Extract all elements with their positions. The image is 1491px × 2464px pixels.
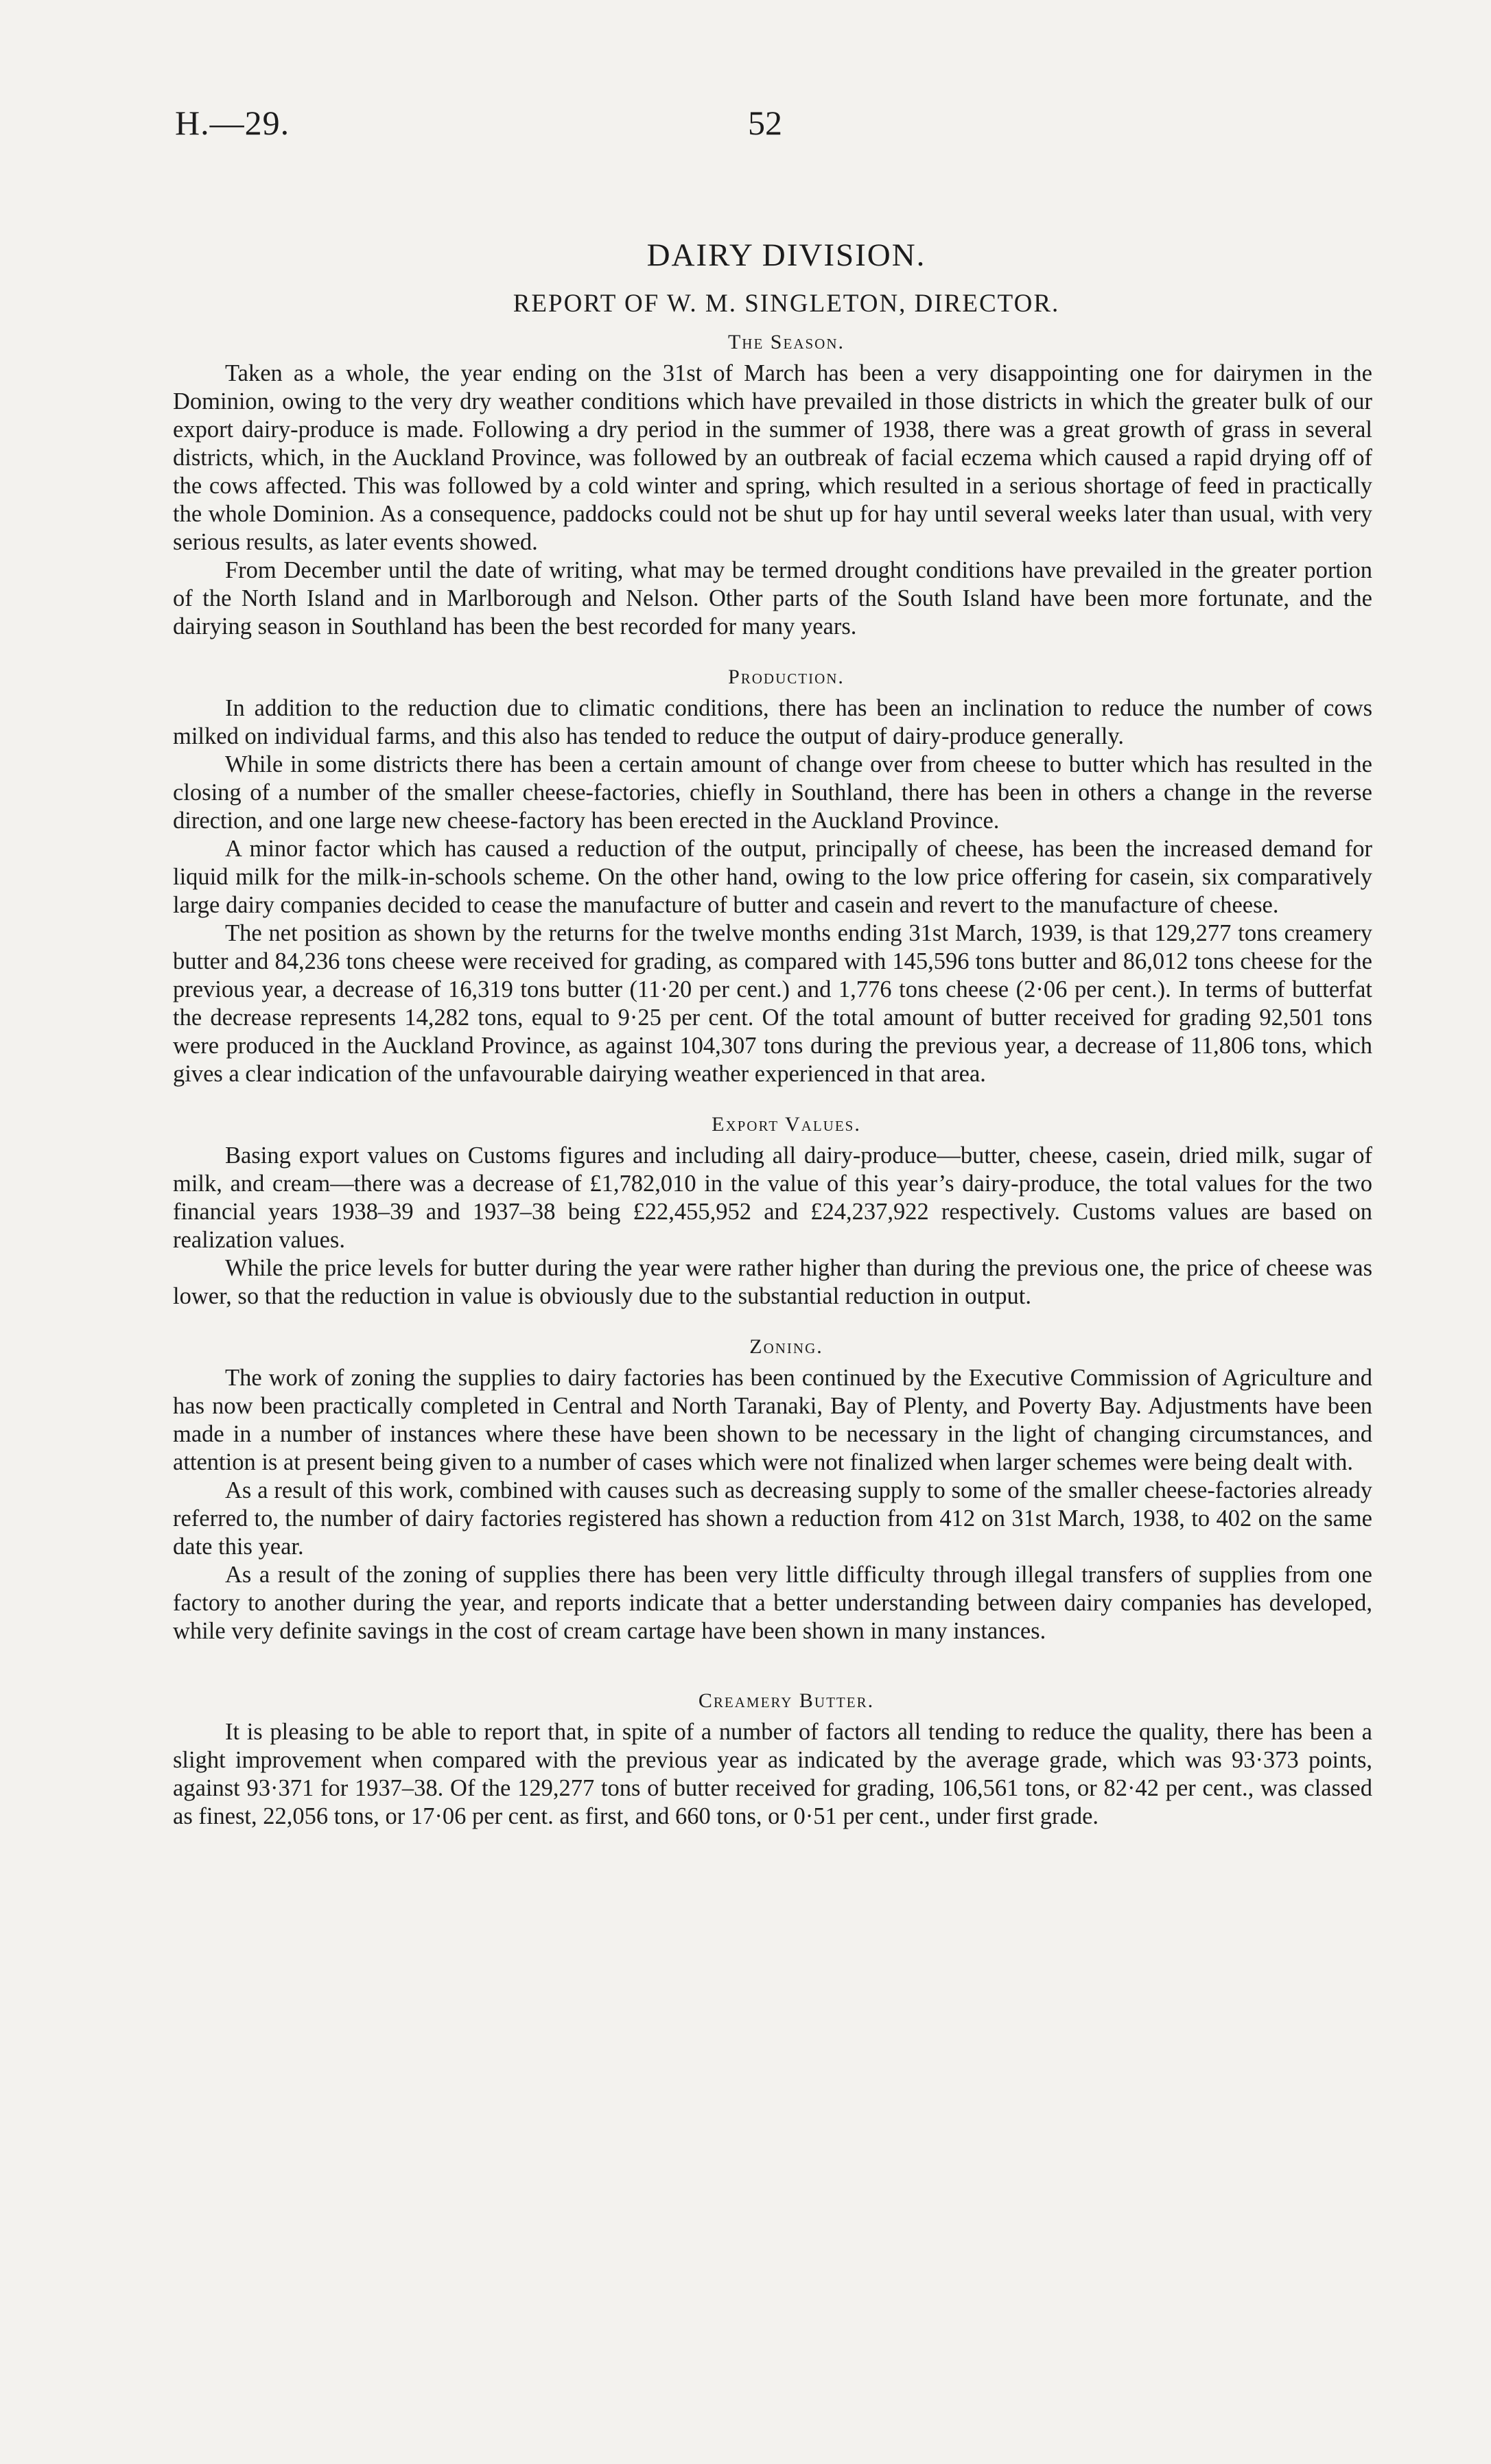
paragraph: As a result of the zoning of supplies there has been very little difficulty through illegal transfers of supplies from one factory to another during the year, and reports indicate that a better understanding between dairy companies has developed, while very definite savings in the cost of cream cartage have been shown in many instances. <box>173 1562 1372 1644</box>
section-heading: Export Values. <box>712 1113 861 1136</box>
section-heading: Creamery Butter. <box>698 1689 875 1712</box>
paragraph: A minor factor which has caused a reduction of the output, principally of cheese, has been the increased demand for liquid milk for the milk-in-schools scheme. On the other hand, owing to the low price offering for casein, six comparatively large dairy companies decided to cease the manufacture of butter and casein and revert to the manufacture of cheese. <box>173 836 1372 918</box>
paragraph: While the price levels for butter during the year were rather higher than during the previous one, the price of cheese was lower, so that the reduction in value is obviously due to the substantial reduction in output. <box>173 1255 1372 1309</box>
paragraph: It is pleasing to be able to report that, in spite of a number of factors all tending to reduce the quality, there has been a slight improvement when compared with the previous year as indicated by the average grade, which was 93·373 points, against 93·371 for 1937–38. Of the 129,277 tons of butter received for grading, 106,561 tons, or 82·42 per cent., was classed as finest, 22,056 tons, or 17·06 per cent. as first, and 660 tons, or 0·51 per cent., under first grade. <box>173 1719 1372 1829</box>
paragraph: As a result of this work, combined with causes such as decreasing supply to some of the smaller cheese-factories already referred to, the number of dairy factories registered has shown a reduction from 412 on 31st March, 1938, to 402 on the same date this year. <box>173 1477 1372 1560</box>
section-heading: Zoning. <box>749 1335 823 1358</box>
division-title: DAIRY DIVISION. <box>646 237 926 273</box>
page-number: 52 <box>748 104 782 142</box>
paragraph: Taken as a whole, the year ending on the 31st of March has been a very disappointing one for dairymen in the Dominion, owing to the very dry weather conditions which have prevailed in those districts in which the greater bulk of our export dairy-produce is made. Following a dry period in the summer of 1938, there was a great growth of grass in several districts, which, in the Auckland Province, was followed by an outbreak of facial eczema which caused a rapid drying off of the cows affected. This was followed by a cold winter and spring, which resulted in a serious shortage of feed in practically the whole Dominion. As a consequence, paddocks could not be shut up for hay until several weeks later than usual, with very serious results, as later events showed. <box>173 360 1372 555</box>
paragraph: While in some districts there has been a certain amount of change over from cheese to butter which has resulted in the closing of a number of the smaller cheese-factories, chiefly in Southland, there has been in others a change in the reverse direction, and one large new cheese-factory has been erected in the Auckland Province. <box>173 751 1372 834</box>
section-export-values <box>173 1113 1372 1311</box>
section-creamery-butter <box>173 1689 1372 1831</box>
paragraph: The work of zoning the supplies to dairy factories has been continued by the Executive Commission of Agriculture and has now been practically completed in Central and North Taranaki, Bay of Plenty, and Poverty Bay. Adjustments have been made in a number of instances where these have been shown to be necessary in the light of changing circumstances, and attention is at present being given to a number of cases which were not finalized when larger schemes were being dealt with. <box>173 1365 1372 1475</box>
section-heading: Production. <box>728 666 845 688</box>
running-header <box>175 103 1341 158</box>
report-title: REPORT OF W. M. SINGLETON, DIRECTOR. <box>513 290 1060 318</box>
section-the-season <box>173 331 1372 641</box>
document-reference: H.—29. <box>175 104 290 142</box>
paragraph: From December until the date of writing, what may be termed drought conditions have prevailed in the greater portion of the North Island and in Marlborough and Nelson. Other parts of the South Island have been more fortunate, and the dairying season in Southland has been the best recorded for many years. <box>173 557 1372 640</box>
paragraph: The net position as shown by the returns for the twelve months ending 31st March, 1939, is that 129,277 tons creamery butter and 84,236 tons cheese were received for grading, as compared with 145,596 tons butter and 86,012 tons cheese for the previous year, a decrease of 16,319 tons butter (11·20 per cent.) and 1,776 tons cheese (2·06 per cent.). In terms of butterfat the decrease represents 14,282 tons, equal to 9·25 per cent. Of the total amount of butter received for grading 92,501 tons were produced in the Auckland Province, as against 104,307 tons during the previous year, a decrease of 11,806 tons, which gives a clear indication of the unfavourable dairying weather experienced in that area. <box>173 920 1372 1087</box>
section-heading: The Season. <box>727 331 845 353</box>
paragraph: In addition to the reduction due to climatic conditions, there has been an inclination to reduce the number of cows milked on individual farms, and this also has tended to reduce the output of dairy-produce generally. <box>173 695 1372 749</box>
report-body <box>173 237 1372 1831</box>
section-production <box>173 666 1372 1088</box>
section-zoning <box>173 1335 1372 1645</box>
paragraph: Basing export values on Customs figures and including all dairy-produce—butter, cheese, casein, dried milk, sugar of milk, and cream—there was a decrease of £1,782,010 in the value of this year’s dairy-produce, the total values for the two financial years 1938–39 and 1937–38 being £22,455,952 and £24,237,922 respectively. Customs values are based on realization values. <box>173 1142 1372 1253</box>
